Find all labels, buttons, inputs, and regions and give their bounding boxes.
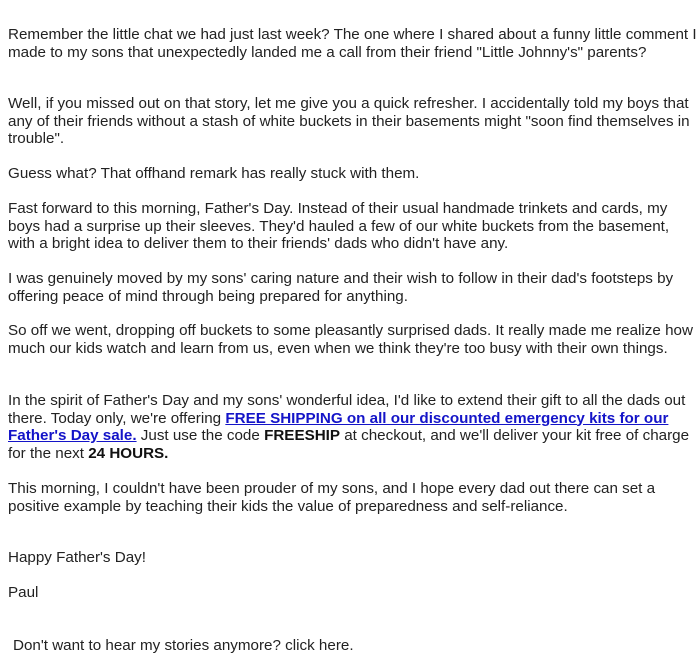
offer-duration: 24 HOURS. [88,444,169,462]
offer-text-middle: Just use the code [136,427,265,444]
unsubscribe-text[interactable]: Don't want to hear my stories anymore? click here. [13,637,354,654]
paragraph-buckets: So off we went, dropping off buckets to some pleasantly surprised dads. It really made me realize how much our kids watch and learn from us, even when we think they're too busy with their own things. [8,322,693,357]
paragraph-intro: Remember the little chat we had just last week? The one where I shared about a funny little comment I made to my sons that unexpectedly landed me a call from their friend "Little Johnny's" parents? [8,26,697,61]
free-shipping-link[interactable]: FREE SHIPPING on all our discounted emergency kits for our Father's Day sale. [8,409,669,444]
paragraph-closing: This morning, I couldn't have been prouder of my sons, and I hope every dad out there can set a positive example by teaching their kids the value of preparedness and self-reliance. [8,480,656,515]
paragraph-remark: Guess what? That offhand remark has really stuck with them. [8,165,420,182]
paragraph-fathers-day: Fast forward to this morning, Father's Day. Instead of their usual handmade trinkets and cards, my boys had a surprise up their sleeves. They'd hauled a few of our white buckets from the basement, with a bright idea to deliver them to their friends' dads who didn't have any. [8,200,670,252]
paragraph-offer [8,392,698,462]
offer-text-after: at checkout, and we'll deliver your kit free of charge for the next [8,427,690,462]
promo-code: FREESHIP [264,427,341,444]
signature: Paul [8,584,39,601]
paragraph-refresher: Well, if you missed out on that story, let me give you a quick refresher. I accidentally told my boys that any of their friends without a stash of white buckets in their basements might "soon find themselves in trouble". [8,95,690,147]
paragraph-moved: I was genuinely moved by my sons' caring nature and their wish to follow in their dad's footsteps by offering peace of mind through being prepared for anything. [8,270,674,305]
offer-text-before: In the spirit of Father's Day and my sons' wonderful idea, I'd like to extend their gift to all the dads out there. Today only, we're offering [8,392,686,427]
greeting: Happy Father's Day! [8,549,146,566]
